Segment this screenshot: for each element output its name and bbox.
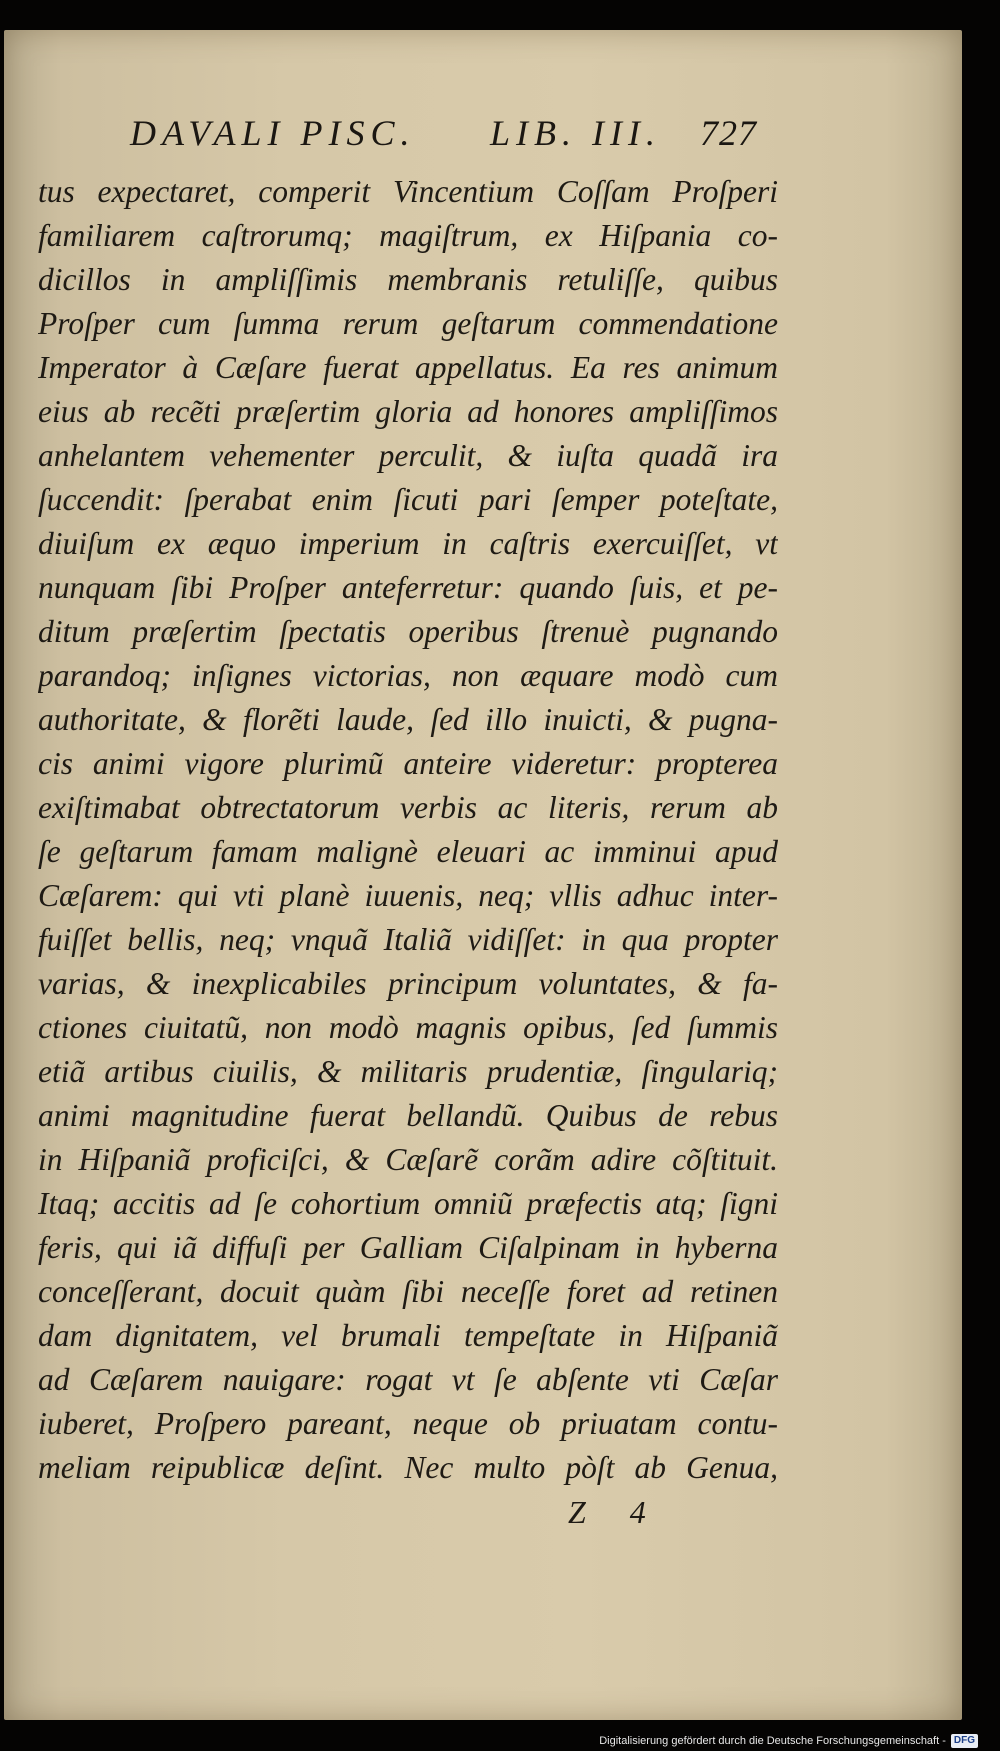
text-line: cis animi vigore plurimũ anteire videretur: propterea xyxy=(38,746,778,781)
digitization-credit xyxy=(599,1733,978,1749)
text-line: iuberet, Proſpero pareant, neque ob priuatam contu- xyxy=(38,1406,778,1441)
text-line: varias, & inexplicabiles principum voluntates, & fa- xyxy=(38,966,778,1001)
body-text xyxy=(38,170,778,1490)
running-head-title: DAVALI PISC. xyxy=(130,113,416,153)
text-line: diuiſum ex æquo imperium in caſtris exercuiſſet, vt xyxy=(38,526,778,561)
text-line: ad Cæſarem nauigare: rogat vt ſe abſente vti Cæſar xyxy=(38,1362,778,1397)
text-line: exiſtimabat obtrectatorum verbis ac literis, rerum ab xyxy=(38,790,778,825)
text-line: authoritate, & florẽti laude, ſed illo inuicti, & pugna- xyxy=(38,702,778,737)
text-line: ditum præſertim ſpectatis operibus ſtrenuè pugnando xyxy=(38,614,778,649)
page-number: 727 xyxy=(700,113,757,153)
text-line: in Hiſpaniã proficiſci, & Cæſarẽ corãm adire cõſtituit. xyxy=(38,1142,778,1177)
text-line: Itaq; accitis ad ſe cohortium omniũ præfectis atq; ſigni xyxy=(38,1186,778,1221)
text-line: tus expectaret, comperit Vincentium Coſſam Proſperi xyxy=(38,174,778,209)
text-line: ſe geſtarum famam malignè eleuari ac imminui apud xyxy=(38,834,778,869)
text-line: Imperator à Cæſare fuerat appellatus. Ea res animum xyxy=(38,350,778,385)
credit-text: Digitalisierung gefördert durch die Deutsche Forschungsgemeinschaft - xyxy=(599,1735,946,1747)
text-line: animi magnitudine fuerat bellandũ. Quibus de rebus xyxy=(38,1098,778,1133)
text-line: ſuccendit: ſperabat enim ſicuti pari ſemper poteſtate, xyxy=(38,482,778,517)
text-line: etiã artibus ciuilis, & militaris prudentiæ, ſingulariq; xyxy=(38,1054,778,1089)
text-line: ctiones ciuitatũ, non modò magnis opibus, ſed ſummis xyxy=(38,1010,778,1045)
text-line: feris, qui iã diffuſi per Galliam Ciſalpinam in hyberna xyxy=(38,1230,778,1265)
text-line: Proſper cum ſumma rerum geſtarum commendatione xyxy=(38,306,778,341)
text-line: eius ab recẽti præſertim gloria ad honores ampliſſimos xyxy=(38,394,778,429)
running-head-book: LIB. III. xyxy=(490,113,661,153)
text-line: fuiſſet bellis, neq; vnquã Italiã vidiſſet: in qua propter xyxy=(38,922,778,957)
text-line: anhelantem vehementer perculit, & iuſta quadã ira xyxy=(38,438,778,473)
text-line: meliam reipublicæ deſint. Nec multo pòſt ab Genua, xyxy=(38,1450,778,1485)
dfg-logo: DFG xyxy=(951,1734,978,1748)
signature-mark: Z 4 xyxy=(568,1494,664,1530)
text-line: familiarem caſtrorumq; magiſtrum, ex Hiſpania co- xyxy=(38,218,778,253)
text-line: nunquam ſibi Proſper anteferretur: quando ſuis, et pe- xyxy=(38,570,778,605)
running-head xyxy=(130,112,770,156)
text-line: parandoq; inſignes victorias, non æquare modò cum xyxy=(38,658,778,693)
text-line: dicillos in ampliſſimis membranis retuliſſe, quibus xyxy=(38,262,778,297)
text-line: Cæſarem: qui vti planè iuuenis, neq; vllis adhuc inter- xyxy=(38,878,778,913)
text-line: dam dignitatem, vel brumali tempeſtate in Hiſpaniã xyxy=(38,1318,778,1353)
text-line: conceſſerant, docuit quàm ſibi neceſſe foret ad retinen xyxy=(38,1274,778,1309)
